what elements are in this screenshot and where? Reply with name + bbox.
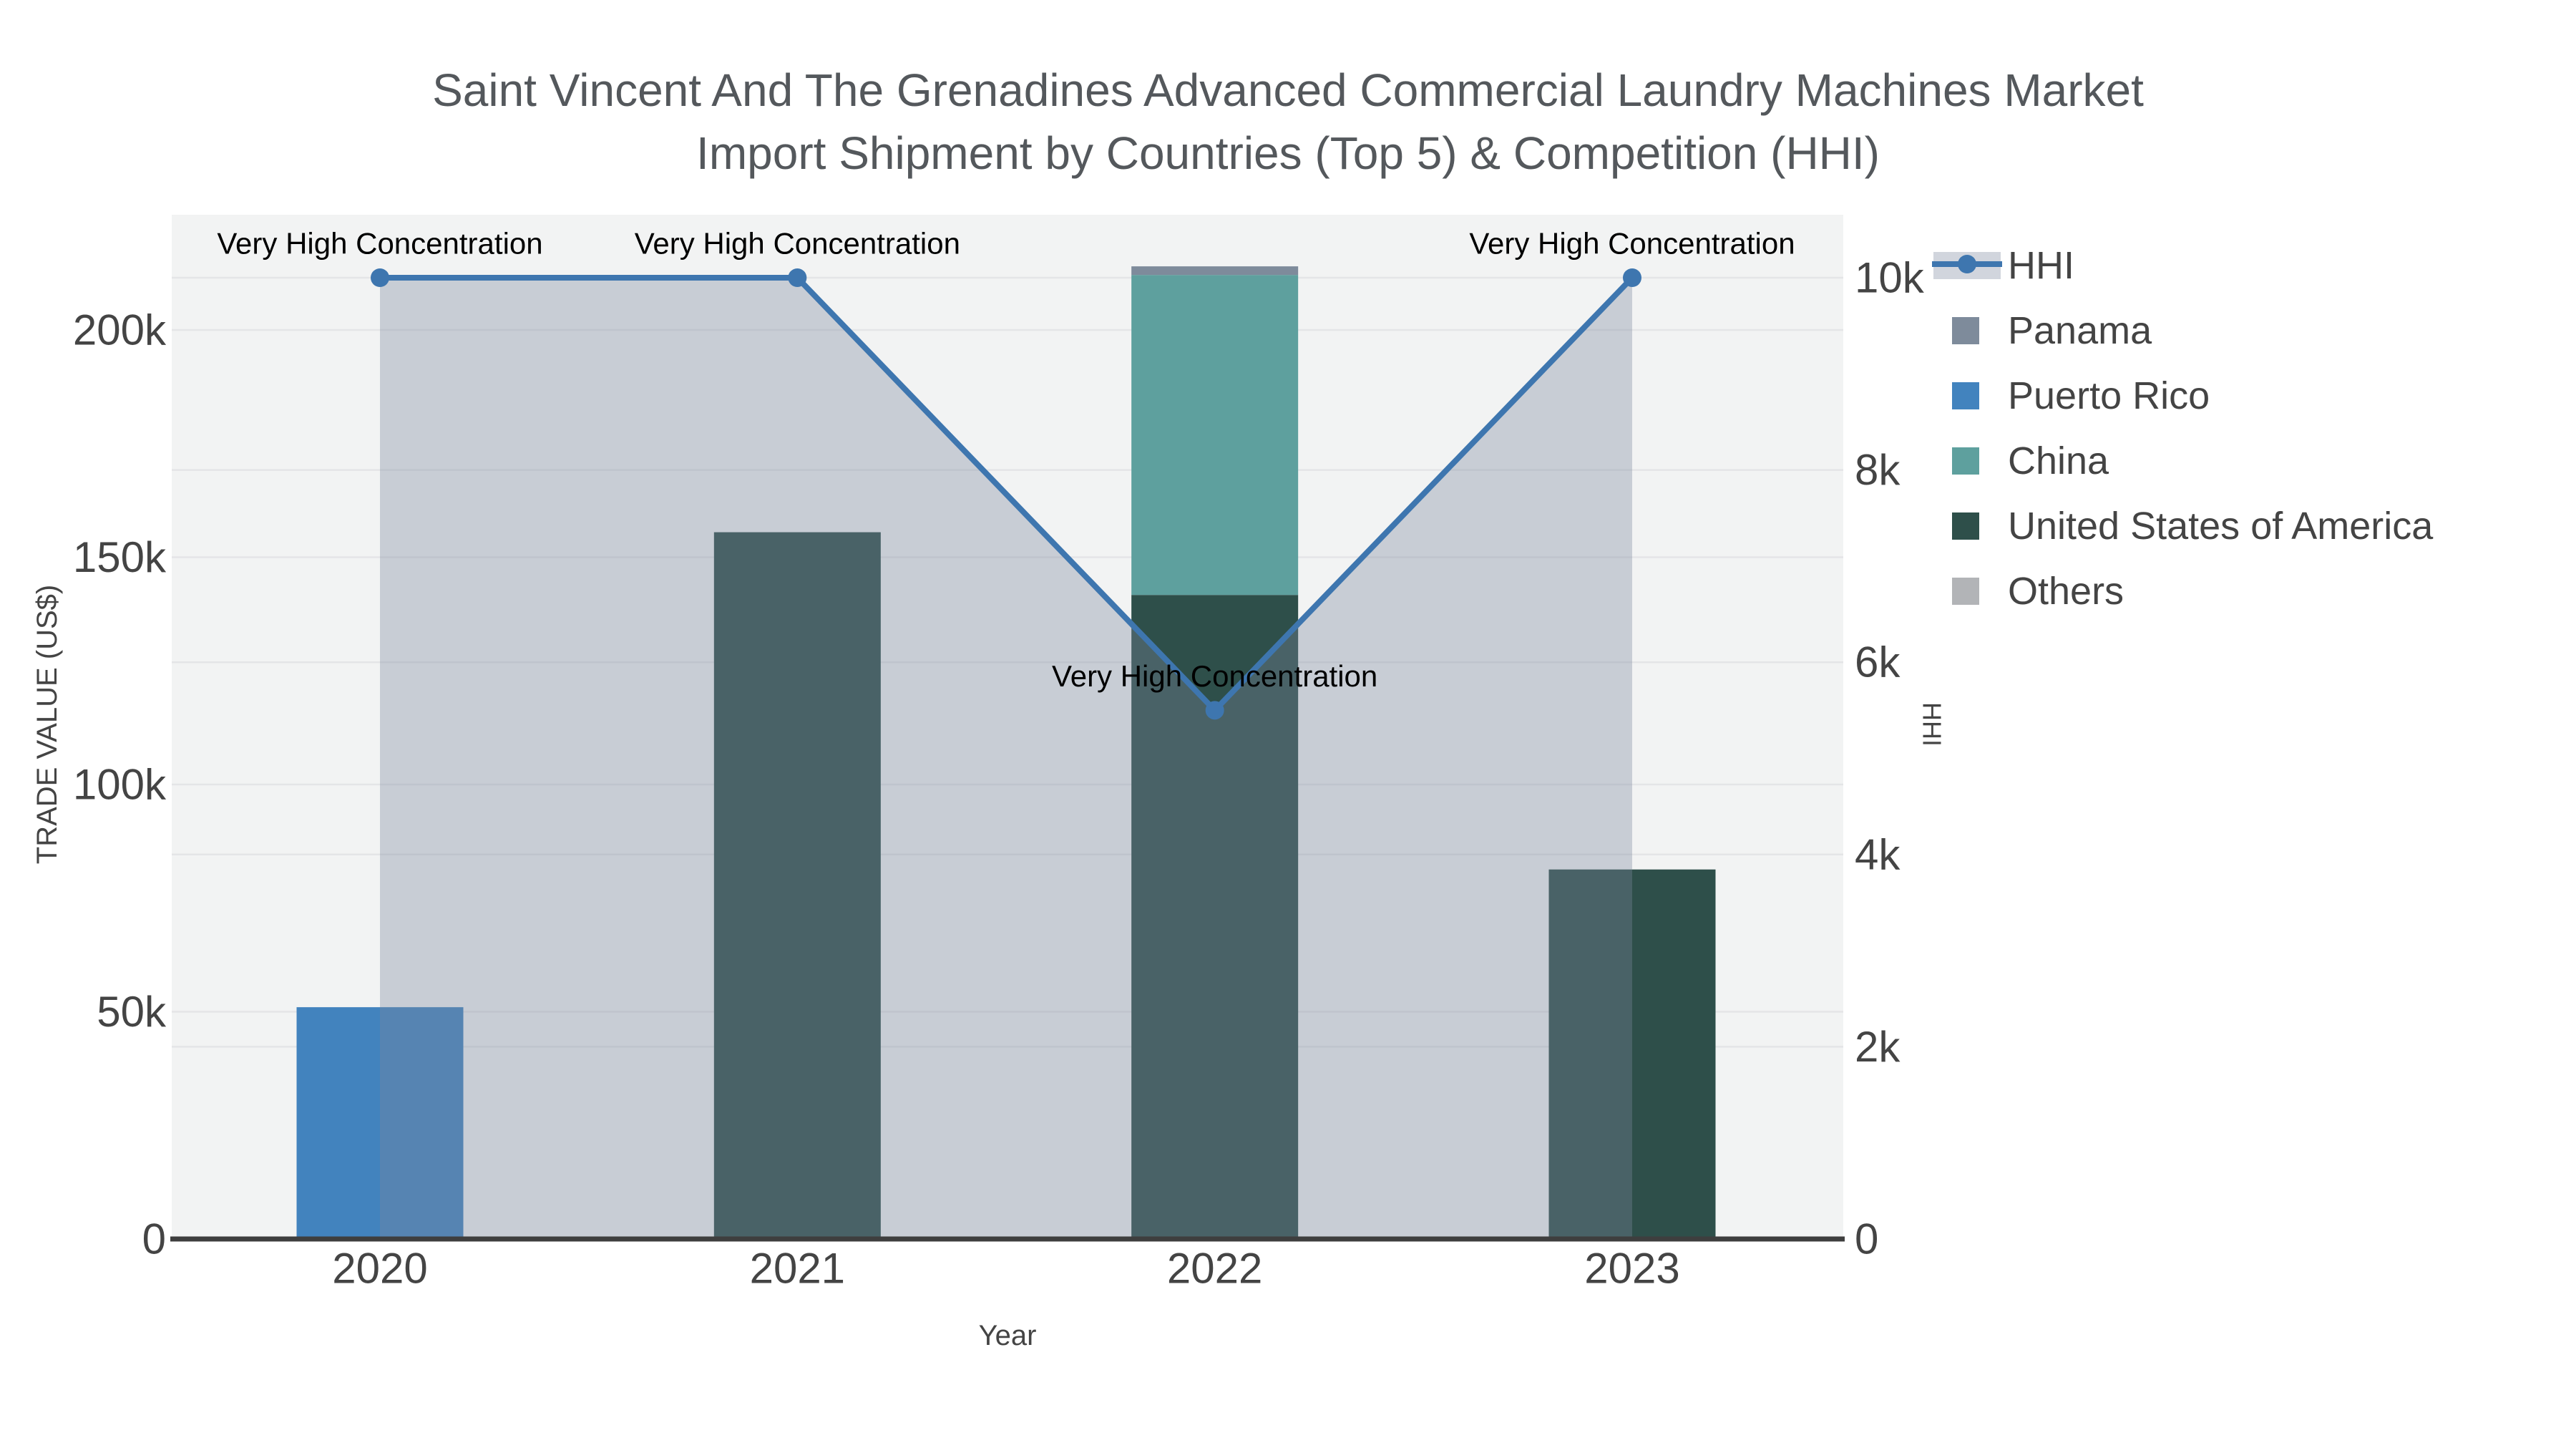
- hhi-marker-2021[interactable]: [788, 268, 806, 287]
- legend-hhi-marker-sample: [1958, 255, 1976, 273]
- legend-label: Others: [2008, 570, 2124, 613]
- chart-title-line2: Import Shipment by Countries (Top 5) & Competition (HHI): [696, 127, 1880, 179]
- y-right-axis-title: HHI: [1917, 702, 1947, 747]
- legend-label: Puerto Rico: [2008, 374, 2210, 417]
- legend-label: United States of America: [2008, 505, 2434, 548]
- legend-swatch: [1952, 317, 1979, 344]
- y-right-tick-label: 0: [1855, 1215, 1879, 1263]
- x-tick-label-2023: 2023: [1584, 1244, 1680, 1293]
- y-right-tick-label: 6k: [1855, 638, 1901, 686]
- legend-item-others[interactable]: [1952, 570, 2124, 613]
- y-left-tick-label: 0: [142, 1215, 166, 1263]
- y-left-tick-label: 100k: [72, 760, 166, 809]
- legend-label: HHI: [2008, 244, 2074, 287]
- y-right-tick-label: 2k: [1855, 1022, 1901, 1071]
- x-tick-label-2022: 2022: [1166, 1244, 1263, 1293]
- legend-item-puerto-rico[interactable]: [1952, 374, 2210, 417]
- y-right-tick-label: 10k: [1855, 253, 1924, 302]
- legend-label: Panama: [2008, 309, 2152, 352]
- legend-swatch: [1952, 512, 1979, 540]
- legend-item-panama[interactable]: [1952, 309, 2152, 352]
- legend-item-china[interactable]: [1952, 439, 2109, 482]
- annotation-2023: Very High Concentration: [1469, 226, 1795, 261]
- legend-swatch: [1952, 578, 1979, 605]
- bar-segment-panama-2022[interactable]: [1131, 266, 1298, 275]
- hhi-marker-2023[interactable]: [1623, 268, 1641, 287]
- chart-title-line1: Saint Vincent And The Grenadines Advanced Commercial Laundry Machines Market: [432, 64, 2144, 116]
- bar-segment-china-2022[interactable]: [1131, 275, 1298, 595]
- y-right-tick-label: 8k: [1855, 446, 1901, 495]
- legend-label: China: [2008, 439, 2109, 482]
- hhi-marker-2022[interactable]: [1206, 701, 1224, 719]
- annotation-2020: Very High Concentration: [217, 226, 543, 261]
- x-tick-label-2021: 2021: [749, 1244, 846, 1293]
- legend-item-hhi[interactable]: [1932, 244, 2074, 287]
- y-left-axis-title: TRADE VALUE (US$): [31, 584, 63, 865]
- legend-item-united-states-of-america[interactable]: [1952, 505, 2434, 548]
- plot-area: [170, 215, 1845, 1239]
- y-left-tick-label: 200k: [72, 306, 166, 354]
- y-right-tick-label: 4k: [1855, 830, 1901, 879]
- y-left-tick-label: 50k: [97, 988, 166, 1036]
- x-tick-label-2020: 2020: [332, 1244, 428, 1293]
- annotation-2022: Very High Concentration: [1052, 659, 1378, 693]
- y-left-tick-label: 150k: [72, 533, 166, 581]
- hhi-marker-2020[interactable]: [371, 268, 389, 287]
- legend-swatch: [1952, 382, 1979, 409]
- annotation-2021: Very High Concentration: [634, 226, 960, 261]
- legend-swatch: [1952, 447, 1979, 475]
- legend: [1932, 244, 2434, 613]
- x-axis-title: Year: [978, 1320, 1037, 1351]
